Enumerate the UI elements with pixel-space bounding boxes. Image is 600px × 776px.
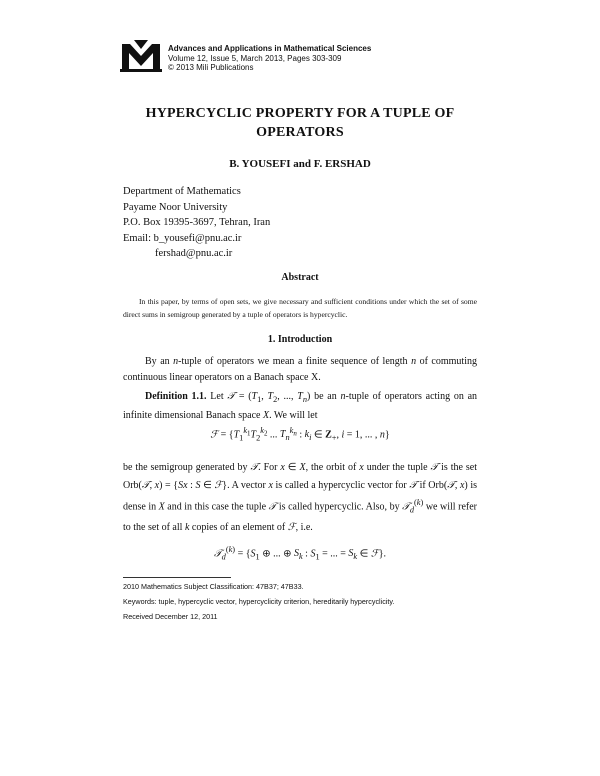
intro-paragraph: By an n-tuple of operators we mean a finite sequence of length n of commuting continuous linear operators on a Banach space X.: [123, 356, 477, 383]
definition-label: Definition 1.1.: [145, 391, 207, 402]
journal-name: Advances and Applications in Mathematical Sciences: [168, 44, 372, 53]
abstract-text: In this paper, by terms of open sets, we give necessary and sufficient conditions under which the set of some direct sums in semigroup generated by a tuple of operators is hypercyclic.: [123, 297, 477, 319]
footnote-msc: 2010 Mathematics Subject Classification: 47B37; 47B33.: [123, 582, 304, 591]
paper-title: [0, 104, 600, 142]
publisher-logo: [120, 40, 162, 74]
affiliation-address: P.O. Box 19395-3697, Tehran, Iran: [123, 217, 271, 228]
paper-authors: B. YOUSEFI and F. ERSHAD: [229, 158, 371, 170]
abstract-heading: Abstract: [281, 272, 319, 283]
title-line-1: HYPERCYCLIC PROPERTY FOR A TUPLE OF: [145, 106, 455, 121]
footnote-keywords: Keywords: tuple, hypercyclic vector, hypercyclicity criterion, hereditarily hypercyclicity.: [123, 597, 395, 606]
semigroup-formula: ℱ = {$T_1^{k_1}T_2^{k_2}$ ... $T_n^{k_n}$ : $k_i$ ∈ $Z_+$, i = 1, ... , n}: [210, 426, 390, 443]
affiliation-university: Payame Noor University: [123, 201, 228, 213]
journal-copyright: © 2013 Mili Publications: [168, 63, 254, 72]
definition-paragraph: Definition 1.1. Let 𝒯 = ($T_1$, $T_2$, ..., $T_n$) be an n-tuple of operators acting on an infinite dimensional Banach space X. We will let: [123, 391, 478, 421]
footnote-received: Received December 12, 2011: [123, 612, 218, 621]
orbit-paragraph: be the semigroup generated by 𝒯. For x ∈ X, the orbit of x under the tuple 𝒯 is the set Orb(𝒯, x) = {Sx : S ∈ ℱ}. A vector x is called a hypercyclic vector for 𝒯 if Orb(𝒯, x) is dense in X and in this case the tuple 𝒯 is called hypercyclic. Also, by 𝒯$_d^{(k)}$ we will refer to the set of all k copies of an element of ℱ, i.e.: [123, 462, 478, 533]
journal-header: [168, 44, 371, 73]
affiliation-block: [123, 184, 270, 262]
direct-sum-formula: 𝒯$_d^{(k)}$ = {$S_1$ ⊕ ... ⊕ $S_k$ : $S_1$ = ... = $S_k$ ∈ ℱ}.: [213, 545, 387, 562]
footnote-divider: [123, 577, 231, 578]
affiliation-email-1: Email: b_yousefi@pnu.ac.ir: [123, 232, 242, 244]
affiliation-department: Department of Mathematics: [123, 186, 241, 197]
journal-issue: Volume 12, Issue 5, March 2013, Pages 303-309: [168, 53, 342, 63]
section-heading-introduction: 1. Introduction: [267, 334, 333, 345]
affiliation-email-2: fershad@pnu.ac.ir: [155, 248, 233, 259]
title-line-2: OPERATORS: [256, 125, 344, 140]
